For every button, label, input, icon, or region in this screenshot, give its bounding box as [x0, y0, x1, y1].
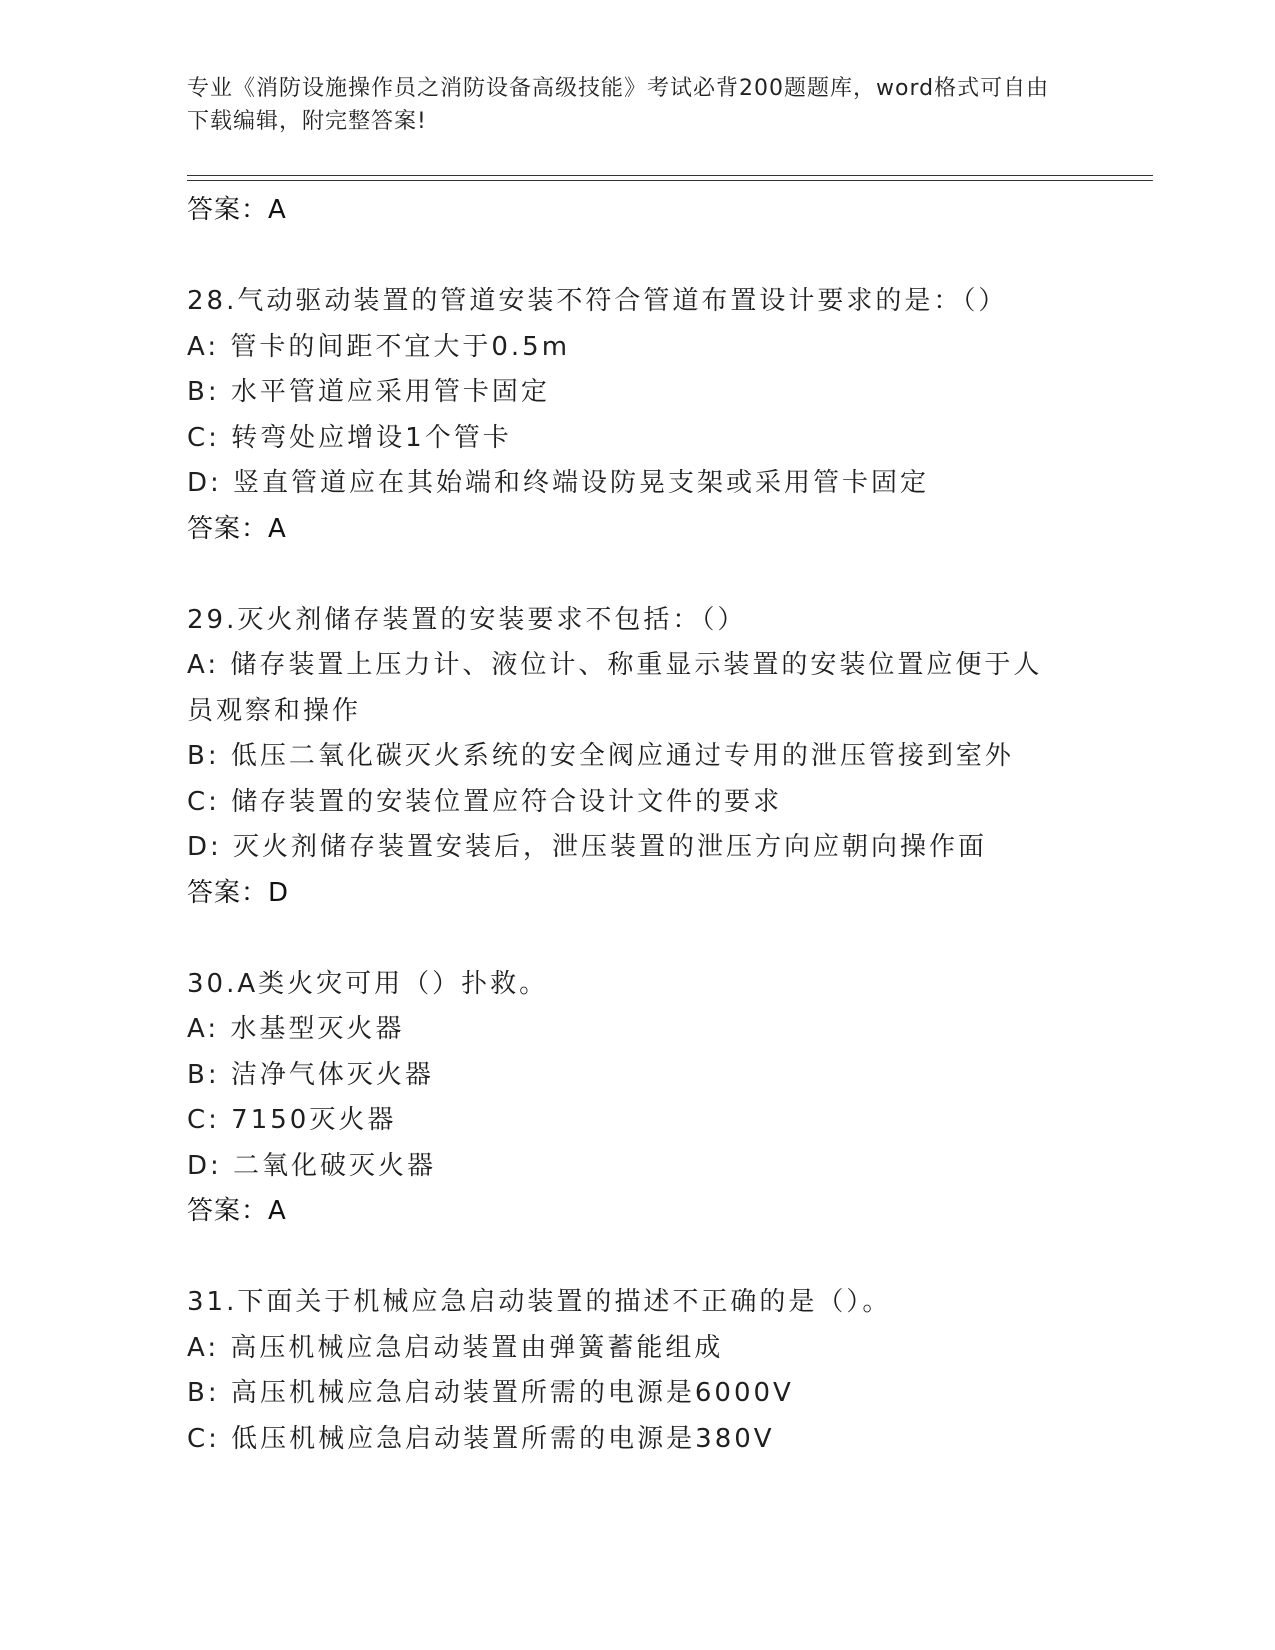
- spacer: [187, 552, 1153, 598]
- question-block: [187, 1280, 1153, 1462]
- answer-line: 答案：A: [187, 1196, 287, 1226]
- option-d: D: 二氧化破灭火器: [187, 1150, 437, 1181]
- option-b: B: 水平管道应采用管卡固定: [187, 377, 550, 407]
- spacer: [187, 916, 1153, 962]
- option-a: A: 高压机械应急启动装置由弹簧蓄能组成: [187, 1332, 724, 1363]
- spacer: [187, 1235, 1153, 1281]
- answer-line: 答案：A: [187, 513, 287, 544]
- answer-line: 答案：A: [187, 195, 287, 225]
- question-block: [187, 279, 1153, 552]
- spacer: [187, 234, 1153, 280]
- question-block: [187, 598, 1153, 917]
- option-a: A: 水基型灭火器: [187, 1014, 405, 1044]
- option-d: D: 灭火剂储存装置安装后，泄压装置的泄压方向应朝向操作面: [187, 832, 988, 862]
- question-stem: 29.灭火剂储存装置的安装要求不包括：（）: [187, 604, 747, 635]
- option-c: C: 低压机械应急启动装置所需的电源是380V: [187, 1423, 775, 1454]
- option-c: C: 储存装置的安装位置应符合设计文件的要求: [187, 786, 783, 817]
- option-d: D: 竖直管道应在其始端和终端设防晃支架或采用管卡固定: [187, 468, 930, 498]
- question-list: [187, 188, 1153, 1462]
- question-stem: 28.气动驱动装置的管道安装不符合管道布置设计要求的是：（）: [187, 286, 1008, 316]
- question-stem: 30.A类火灾可用（）扑救。: [187, 968, 549, 999]
- document-header: 专业《消防设施操作员之消防设备高级技能》考试必背200题题库，word格式可自由下载编辑，附完整答案!: [187, 76, 1050, 134]
- option-b: B: 高压机械应急启动装置所需的电源是6000V: [187, 1378, 794, 1408]
- question-block: [187, 962, 1153, 1235]
- option-a: A: 储存装置上压力计、液位计、称重显示装置的安装位置应便于人员观察和操作: [187, 650, 1043, 726]
- option-a: A: 管卡的间距不宜大于0.5m: [187, 331, 571, 362]
- header-divider: [187, 175, 1153, 181]
- option-c: C: 转弯处应增设1个管卡: [187, 422, 512, 453]
- option-b: B: 低压二氧化碳灭火系统的安全阀应通过专用的泄压管接到室外: [187, 741, 1014, 771]
- option-b: B: 洁净气体灭火器: [187, 1059, 434, 1090]
- question-stem: 31.下面关于机械应急启动装置的描述不正确的是（）。: [187, 1287, 892, 1317]
- option-c: C: 7150灭火器: [187, 1105, 397, 1135]
- answer-line: 答案：D: [187, 877, 290, 908]
